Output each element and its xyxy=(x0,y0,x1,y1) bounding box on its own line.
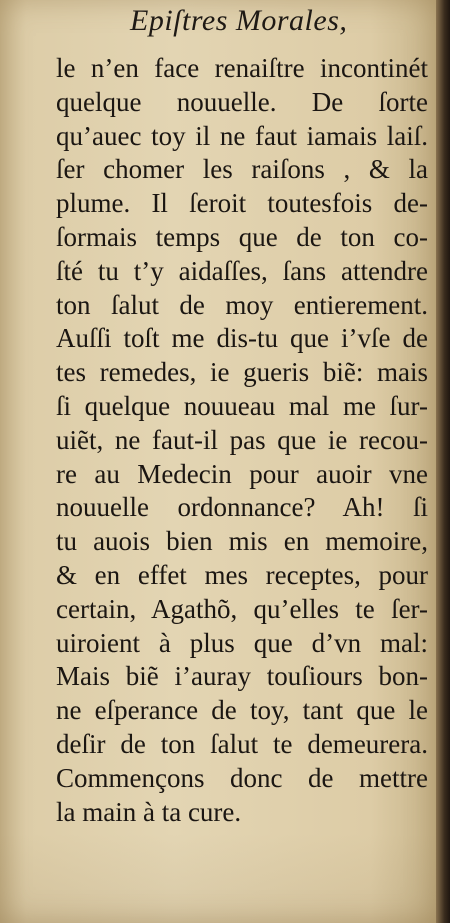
text-line: ſté tu t’y aidaſſes, ſans attendre xyxy=(56,255,428,286)
running-head: Epiſtres Morales, xyxy=(130,4,348,37)
page-bottom-margin xyxy=(0,833,436,923)
text-line: ſi quelque nouueau mal me ſur- xyxy=(56,390,428,421)
text-line: Commençons donc de mettre xyxy=(56,762,428,793)
text-line: certain, Agathõ, qu’elles te ſer- xyxy=(56,593,428,624)
text-line: tes remedes, ie gueris biẽ: mais xyxy=(56,357,428,388)
text-line: la main à ta cure. xyxy=(56,796,242,827)
text-line: plume. Il ſeroit toutesfois de- xyxy=(56,188,428,219)
text-line: nouuelle ordonnance? Ah! ſi xyxy=(56,492,428,523)
text-line: ſer chomer les raiſons , & la xyxy=(56,154,428,185)
text-line: Auſſi toſt me dis-tu que i’vſe de xyxy=(56,323,428,354)
text-line: ſormais temps que de ton co- xyxy=(56,221,428,252)
text-line: uiroient à plus que d’vn mal: xyxy=(56,627,428,658)
text-line: le n’en face renaiſtre incontinét xyxy=(56,53,428,83)
book-gutter-edge xyxy=(436,0,450,923)
text-line: tu auois bien mis en memoire, xyxy=(56,526,428,557)
text-line: ne eſperance de toy, tant que le xyxy=(56,695,428,726)
text-line: qu’auec toy il ne faut iamais laiſ. xyxy=(56,120,428,151)
text-line: uiẽt, ne faut-il pas que ie recou- xyxy=(56,424,428,455)
text-line: re au Medecin pour auoir vne xyxy=(56,458,428,489)
text-line: ton ſalut de moy entierement. xyxy=(56,289,428,320)
body-text xyxy=(56,52,428,829)
text-line: quelque nouuelle. De ſorte xyxy=(56,86,428,117)
text-line: & en effet mes receptes, pour xyxy=(56,559,428,590)
text-line: deſir de ton ſalut te demeurera. xyxy=(56,728,428,759)
text-line: Mais biẽ i’auray touſiours bon- xyxy=(56,661,428,692)
